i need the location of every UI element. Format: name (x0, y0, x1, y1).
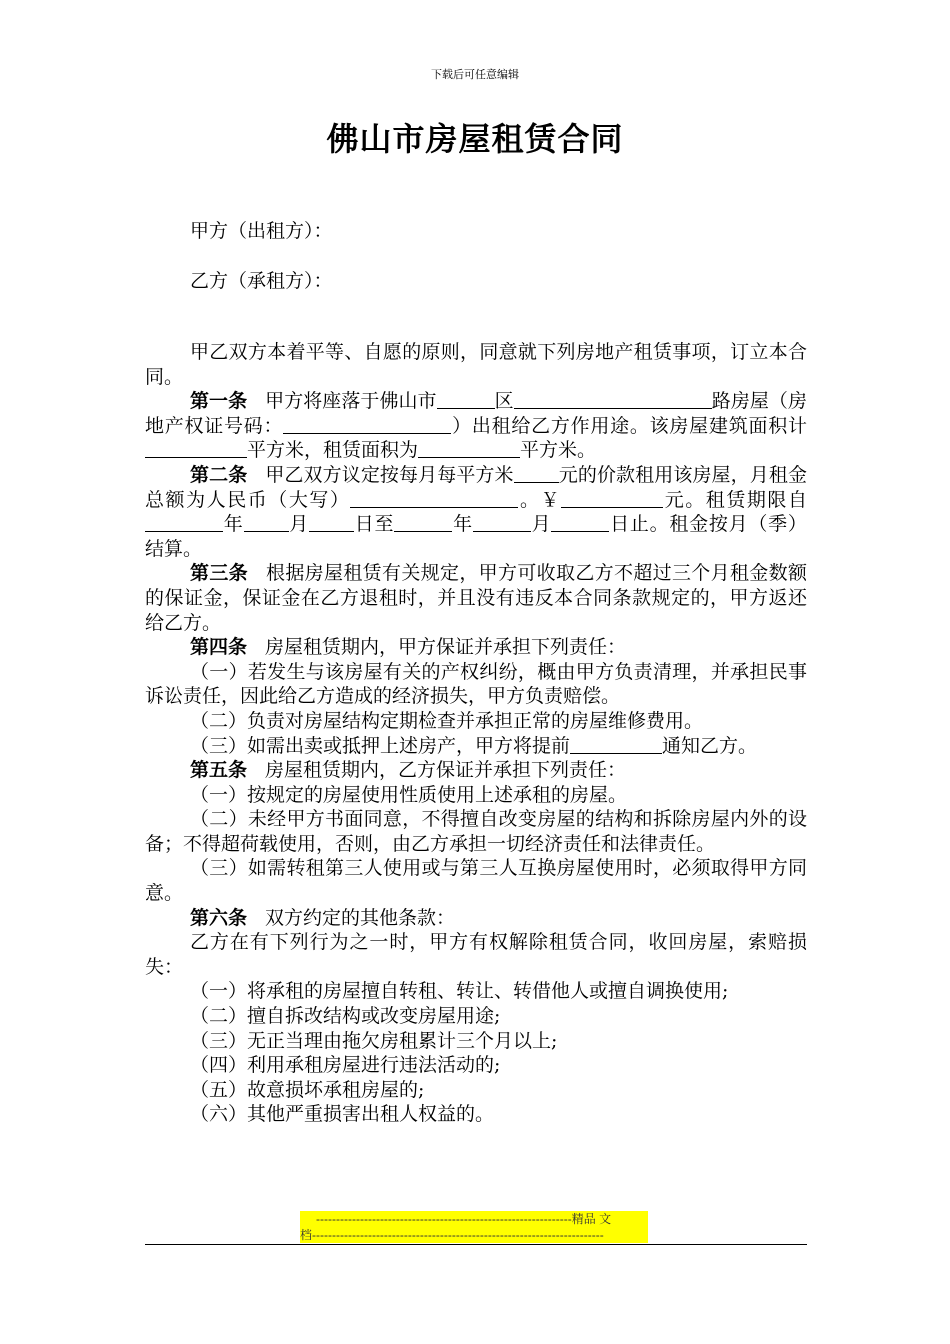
article-2-text: 日止。租金按月（季）结算。 (145, 513, 807, 560)
start-day-blank[interactable] (309, 512, 354, 532)
footer-watermark-line-1: ----------------------------------------------------------------精品 文 (316, 1212, 612, 1226)
building-area-blank[interactable] (145, 438, 247, 458)
end-month-blank[interactable] (473, 512, 531, 532)
article-1-text: 甲方将座落于佛山市 (265, 390, 437, 413)
article-4-item-2: （二）负责对房屋结构定期检查并承担正常的房屋维修费用。 (190, 709, 704, 732)
article-4-label: 第四条 (190, 636, 248, 659)
article-2-label: 第二条 (190, 463, 248, 486)
article-4-text: 房屋租赁期内，甲方保证并承担下列责任： (265, 636, 627, 659)
road-blank[interactable] (514, 389, 712, 409)
article-6-intro: 乙方在有下列行为之一时，甲方有权解除租赁合同，收回房屋，索赔损失： (145, 931, 807, 978)
rental-area-blank[interactable] (418, 438, 520, 458)
footer-watermark (300, 1211, 648, 1243)
contract-body (145, 340, 807, 1127)
district-blank[interactable] (437, 389, 495, 409)
unit-price-blank[interactable] (514, 463, 559, 483)
article-4-item-1: （一）若发生与该房屋有关的产权纠纷，概由甲方负责清理，并承担民事诉讼责任，因此给乙方造成的经济损失，甲方负责赔偿。 (145, 660, 807, 708)
article-2-text: 年 (223, 513, 244, 536)
article-6-item-2: （二）擅自拆改结构或改变房屋用途; (190, 1005, 501, 1028)
header-note: 下载后可任意编辑 (431, 68, 519, 81)
start-month-blank[interactable] (244, 512, 289, 532)
article-4-item-3-text: 通知乙方。 (662, 734, 758, 757)
footer-watermark-line-2: 档------------------------------------------------------------------------- (300, 1228, 604, 1242)
end-day-blank[interactable] (551, 512, 609, 532)
document-title: 佛山市房屋租赁合同 (326, 120, 624, 158)
article-2-text: 月 (288, 513, 310, 536)
article-4-item-3 (145, 734, 807, 759)
article-2-text: 元。租赁期限自 (663, 488, 807, 511)
article-3-label: 第三条 (190, 562, 248, 585)
article-5-item-3: （三）如需转租第三人使用或与第三人互换房屋使用时，必须取得甲方同意。 (145, 857, 807, 905)
article-6-label: 第六条 (190, 906, 248, 929)
party-b-line: 乙方（承租方）： (190, 270, 333, 292)
article-5-text: 房屋租赁期内，乙方保证并承担下列责任： (265, 759, 627, 782)
rent-capital-blank[interactable] (350, 488, 518, 508)
notice-period-blank[interactable] (570, 734, 662, 754)
article-2 (145, 463, 807, 561)
article-6-item-1: （一）将承租的房屋擅自转租、转让、转借他人或擅自调换使用; (190, 980, 729, 1003)
article-1-label: 第一条 (190, 390, 248, 413)
article-1 (145, 389, 807, 463)
article-6-item-3: （三）无正当理由拖欠房租累计三个月以上; (190, 1029, 558, 1052)
article-5 (145, 758, 807, 783)
article-6-text: 双方约定的其他条款： (265, 906, 456, 929)
certificate-number-blank[interactable] (283, 414, 451, 434)
end-year-blank[interactable] (394, 512, 452, 532)
article-2-text: 元的价款租用该房屋，月租金总额为人民币（大写） (145, 463, 807, 511)
rent-amount-blank[interactable] (561, 488, 663, 508)
party-a-line: 甲方（出租方）： (190, 220, 333, 242)
article-5-item-2: （二）未经甲方书面同意，不得擅自改变房屋的结构和拆除房屋内外的设备；不得超荷载使用，否则，由乙方承担一切经济责任和法律责任。 (145, 808, 807, 855)
article-1-text: ）出租给乙方作用途。该房屋建筑面积计 (451, 414, 807, 437)
article-5-label: 第五条 (190, 759, 248, 782)
article-2-text: 。￥ (518, 488, 562, 511)
article-2-text: 日至 (354, 513, 395, 536)
article-5-item-1: （一）按规定的房屋使用性质使用上述承租的房屋。 (190, 783, 628, 806)
intro-paragraph: 甲乙双方本着平等、自愿的原则，同意就下列房地产租赁事项，订立本合同。 (145, 341, 807, 388)
article-4 (145, 635, 807, 660)
footer-rule (145, 1244, 807, 1245)
article-6 (145, 906, 807, 931)
article-6-item-4: （四）利用承租房屋进行违法活动的; (190, 1054, 501, 1077)
article-1-text: 路房屋（房地产权证号码： (145, 390, 807, 437)
article-2-text: 甲乙双方议定按每月每平方米 (265, 463, 514, 486)
article-2-text: 月 (530, 513, 552, 536)
article-1-text: 平方米，租赁面积为 (247, 439, 419, 462)
article-6-item-5: （五）故意损坏承租房屋的; (190, 1078, 425, 1101)
article-3-text: 根据房屋租赁有关规定，甲方可收取乙方不超过三个月租金数额的保证金，保证金在乙方退租时，并且没有违反本合同条款规定的，甲方返还给乙方。 (145, 562, 807, 634)
start-year-blank[interactable] (145, 512, 223, 532)
article-4-item-3-text: （三）如需出卖或抵押上述房产，甲方将提前 (190, 734, 571, 757)
article-2-text: 年 (452, 513, 473, 536)
article-1-text: 平方米。 (520, 439, 597, 462)
article-1-text: 区 (494, 390, 514, 413)
article-6-item-6: （六）其他严重损害出租人权益的。 (190, 1103, 495, 1126)
article-3 (145, 561, 807, 635)
